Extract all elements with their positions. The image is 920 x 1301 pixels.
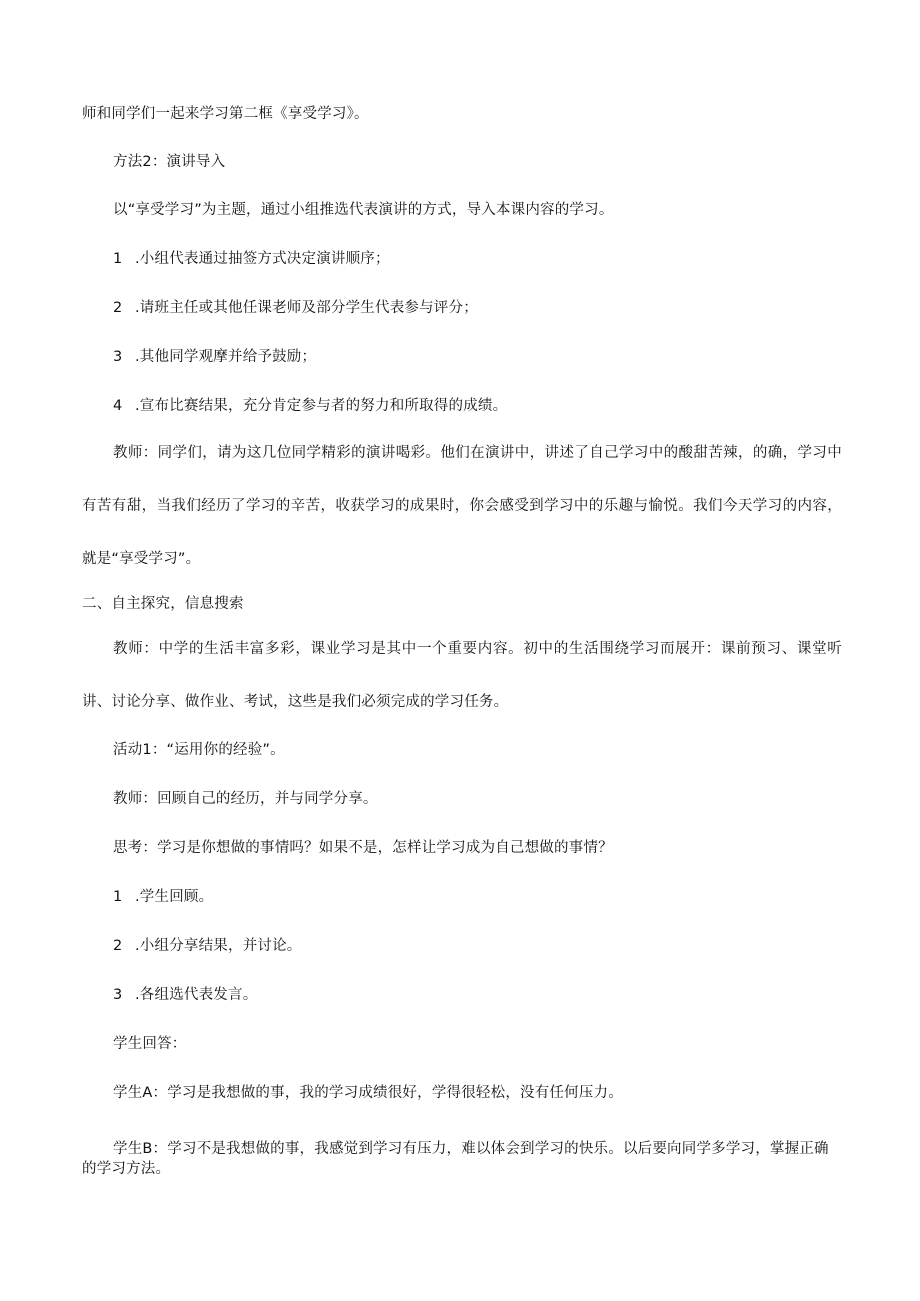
list-item-text: .宣布比赛结果，充分肯定参与者的努力和所取得的成绩。 (135, 398, 508, 414)
list-item (113, 985, 257, 1005)
list-item-number: 3 (113, 349, 123, 365)
list-item-text: .各组选代表发言。 (135, 987, 258, 1003)
paragraph-teacher-prompt: 教师：回顾自己的经历，并与同学分享。 (113, 791, 378, 807)
paragraph-student-b: 学生B：学习不是我想做的事，我感觉到学习有压力，难以体会到学习的快乐。以后要向同学多学习，掌握正确的学习方法。 (82, 1141, 829, 1177)
paragraph-student-a: 学生A：学习是我想做的事，我的学习成绩很好，学得很轻松，没有任何压力。 (113, 1085, 623, 1101)
section-heading: 二、自主探究，信息搜索 (82, 596, 244, 612)
list-item-number: 4 (113, 398, 123, 414)
list-item-number: 3 (113, 987, 123, 1003)
list-item-text: .小组代表通过抽签方式决定演讲顺序； (135, 251, 390, 267)
list-item-text: .学生回顾。 (135, 889, 214, 905)
paragraph-intro: 师和同学们一起来学习第二框《享受学习》。 (82, 106, 369, 122)
list-item (113, 298, 478, 318)
list-item-text: .小组分享结果，并讨论。 (135, 938, 302, 954)
list-item-number: 2 (113, 300, 123, 316)
list-item (113, 936, 302, 956)
list-item (113, 396, 507, 416)
list-item-number: 2 (113, 938, 123, 954)
list-item (113, 347, 316, 367)
list-item-text: .请班主任或其他任课老师及部分学生代表参与评分； (135, 300, 478, 316)
list-item-text: .其他同学观摩并给予鼓励； (135, 349, 317, 365)
list-item-number: 1 (113, 889, 123, 905)
paragraph-think: 思考：学习是你想做的事情吗？如果不是，怎样让学习成为自己想做的事情？ (113, 840, 613, 856)
paragraph-teacher-intro: 教师：中学的生活丰富多彩，课业学习是其中一个重要内容。初中的生活围绕学习而展开：课前预习、课堂听讲、讨论分享、做作业、考试，这些是我们必须完成的学习任务。 (82, 641, 842, 710)
paragraph-answer-heading: 学生回答： (113, 1036, 187, 1052)
list-item (113, 249, 390, 269)
method-heading: 方法2：演讲导入 (113, 154, 226, 170)
activity-heading: 活动1：“运用你的经验”。 (113, 742, 285, 758)
paragraph-method: 以“享受学习”为主题，通过小组推选代表演讲的方式，导入本课内容的学习。 (113, 202, 614, 218)
list-item (113, 887, 213, 907)
paragraph-teacher-speech: 教师：同学们，请为这几位同学精彩的演讲喝彩。他们在演讲中，讲述了自己学习中的酸甜苦辣，的确，学习中有苦有甜，当我们经历了学习的辛苦，收获学习的成果时，你会感受到学习中的乐趣与愉悦。我们今天学习的内容，就是“享受学习”。 (82, 445, 842, 567)
list-item-number: 1 (113, 251, 123, 267)
